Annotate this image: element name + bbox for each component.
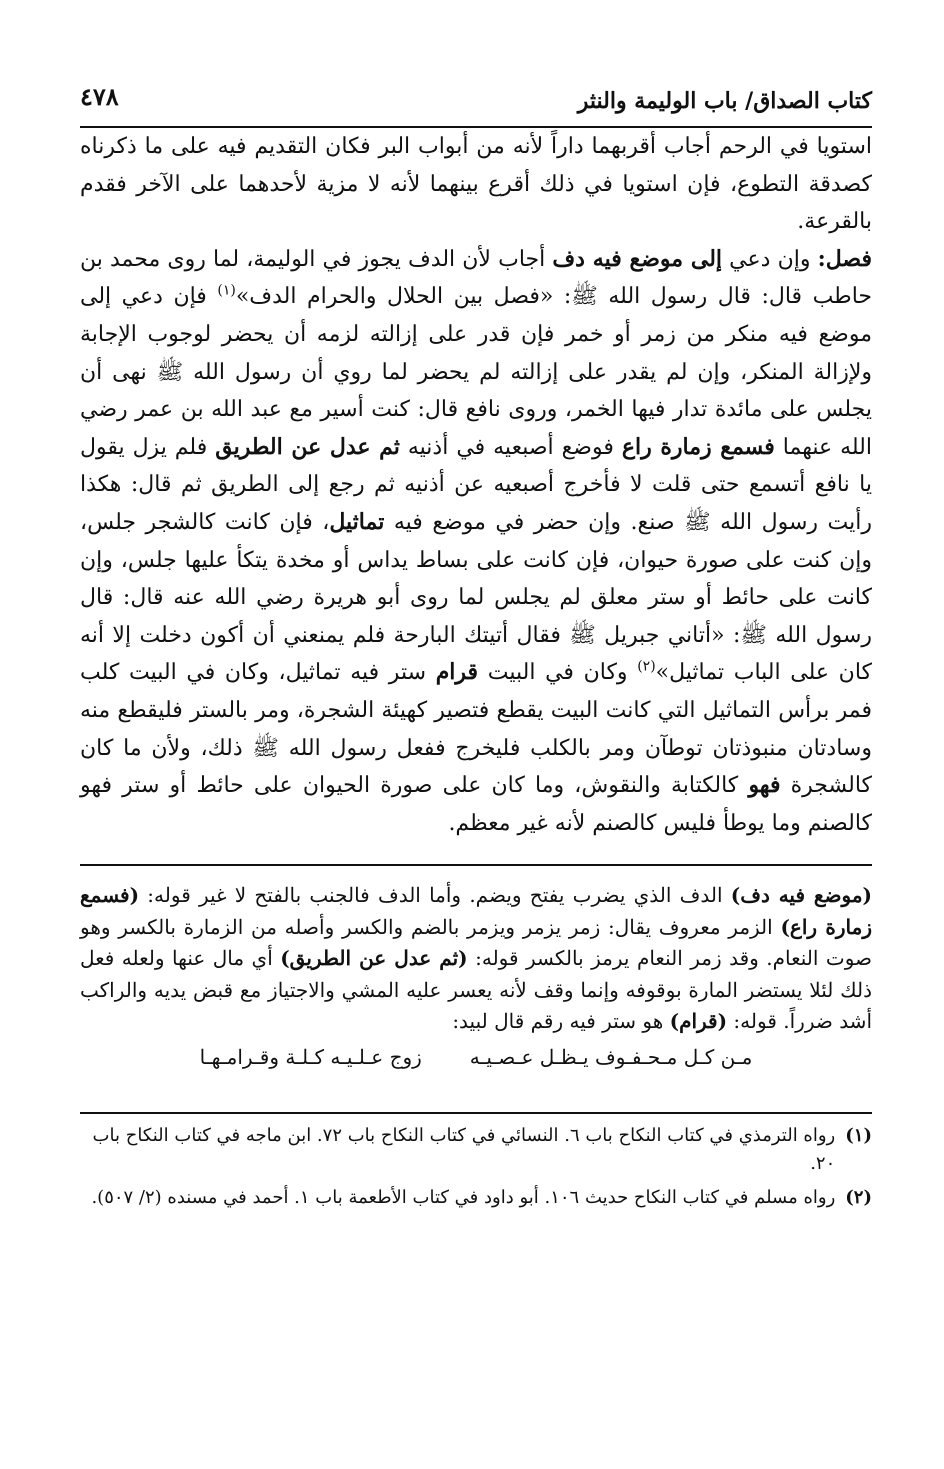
commentary-text: الدف الذي يضرب يفتح ويضم. وأما الدف فالجنب بالفتح لا غير قوله:	[139, 883, 731, 908]
text-segment: فإن دعي إلى موضع فيه منكر من زمر أو خمر فإن قدر على إزالته لزمه أن يحضر لوجوب الإجابة ولإزالة المنكر، وإن لم يقدر على إزالته لم يحضر لما روي أن رسول الله ﷺ نهى أن يجلس على مائدة تدار فيها الخمر، وروى نافع قال: كنت أسير مع عبد الله بن عمر رضي الله عنهما	[80, 284, 872, 460]
keyword-phrase: قرام	[435, 659, 479, 686]
commentary-term: (قرام)	[669, 1009, 728, 1034]
commentary-text: الزمر معروف يقال: زمر يزمر ويزمر بالضم والكسر وأصله من الزمارة بالكسر وهو صوت النعام. وقد زمر النعام يرمز بالكسر قوله:	[80, 914, 873, 971]
footnote-2	[80, 1184, 872, 1212]
main-text	[80, 128, 872, 842]
page-number: ٤٧٨	[80, 82, 119, 111]
book-page	[80, 82, 872, 1218]
text-segment: وإن دعي	[722, 246, 818, 272]
footnote-ref-1[interactable]: (١)	[217, 283, 236, 300]
text-segment: فلم يزل يقول يا نافع أتسمع حتى قلت لا فأخرج أصبعيه عن أذنيه ثم رجع إلى الطريق ثم قال: هكذا رأيت رسول الله ﷺ صنع. وإن حضر في موضع فيه	[80, 434, 872, 535]
keyword-phrase: تماثيل	[329, 508, 385, 535]
commentary-text: هو ستر فيه رقم قال لبيد:	[452, 1009, 670, 1034]
keyword-phrase: إلى موضع فيه دف	[552, 245, 723, 272]
text-segment: وكان في البيت	[478, 660, 638, 686]
commentary-divider	[80, 864, 872, 866]
chapter-title: كتاب الصداق/ باب الوليمة والنثر	[577, 88, 872, 114]
footnote-1	[80, 1122, 872, 1178]
footnote-marker: (٢)	[845, 1186, 872, 1208]
footnotes	[80, 1122, 872, 1212]
text-segment: كالكتابة والنقوش، وما كان على صورة الحيوان على حائط أو ستر فهو كالصنم وما يوطأ فليس كالصنم لأنه غير معظم.	[80, 773, 872, 836]
commentary-term: (ثم عدل عن الطريق)	[280, 946, 468, 971]
commentary-text: أي مال عنها ولعله فعل ذلك لئلا يستضر المارة بوقوفه وإنما وقف لأنه يعسر عليه المشي والاجتياز مع قبض يديه والراكب أشد ضرراً. قوله:	[80, 946, 872, 1034]
footnotes-divider	[80, 1112, 872, 1114]
commentary-term: (موضع فيه دف)	[730, 883, 872, 908]
poem-hemistich-2: زوج عـلـيـه كـلـة وقـرامـهـا	[199, 1044, 422, 1069]
paragraph-1: استويا في الرحم أجاب أقربهما داراً لأنه من أبواب البر فكان التقديم فيه على ما ذكرناه كصدقة التطوع، فإن استويا في ذلك أقرع بينهما لأنه لا مزية لأحدهما على الآخر فقدم بالقرعة.	[80, 134, 872, 235]
section-heading: فصل:	[817, 245, 872, 272]
text-segment: فوضع أصبعيه في أذنيه	[399, 434, 622, 460]
keyword-phrase: ثم عدل عن الطريق	[215, 433, 400, 460]
commentary-paragraph	[80, 880, 872, 1038]
paragraph-2	[80, 241, 872, 843]
footnote-marker: (١)	[845, 1124, 872, 1146]
commentary-term: (فسمع زمارة راع)	[80, 883, 872, 939]
poem-hemistich-1: مـن كـل مـحـفـوف يـظـل عـصـيـه	[469, 1044, 753, 1069]
page-header	[80, 82, 872, 128]
footnote-text: رواه الترمذي في كتاب النكاح باب ٦. النسائي في كتاب النكاح باب ٧٢. ابن ماجه في كتاب النكاح باب ٢٠.	[92, 1124, 836, 1174]
text-segment: ، فإن كانت كالشجر جلس، وإن كنت على صورة حيوان، فإن كانت على بساط يداس أو مخدة يتكأ عليها جلس، وإن كانت على حائط أو ستر معلق لم يجلس لما روى أبو هريرة رضي الله عنه قال: قال رسول الله ﷺ: «أتاني جبريل ﷺ فقال أتيتك البارحة فلم يمنعني أن أكون دخلت إلا أنه كان على الباب تماثيل»	[80, 509, 873, 686]
text-segment: أجاب لأن الدف يجوز في الوليمة، لما روى محمد بن حاطب قال: قال رسول الله ﷺ: «فصل بين الحلال والحرام الدف»	[80, 246, 872, 310]
footnote-text: رواه مسلم في كتاب النكاح حديث ١٠٦. أبو داود في كتاب الأطعمة باب ١. أحمد في مسنده (٢/ ٥٠٧).	[91, 1186, 836, 1208]
poem-verse	[80, 1042, 872, 1072]
footnote-ref-2[interactable]: (٢)	[637, 658, 656, 675]
text-segment: ستر فيه تماثيل، وكان في البيت كلب فمر برأس التماثيل التي كانت البيت يقطع فتصير كهيئة الشجرة، ومر بالستر فليقطع منه وسادتان منبوذتان توطآن ومر بالكلب فليخرج ففعل رسول الله ﷺ ذلك، ولأن ما كان كالشجرة	[80, 660, 872, 799]
keyword-phrase: فسمع زمارة راع	[621, 433, 775, 460]
commentary-notes	[80, 880, 872, 1072]
keyword-phrase: فهو	[748, 772, 781, 799]
